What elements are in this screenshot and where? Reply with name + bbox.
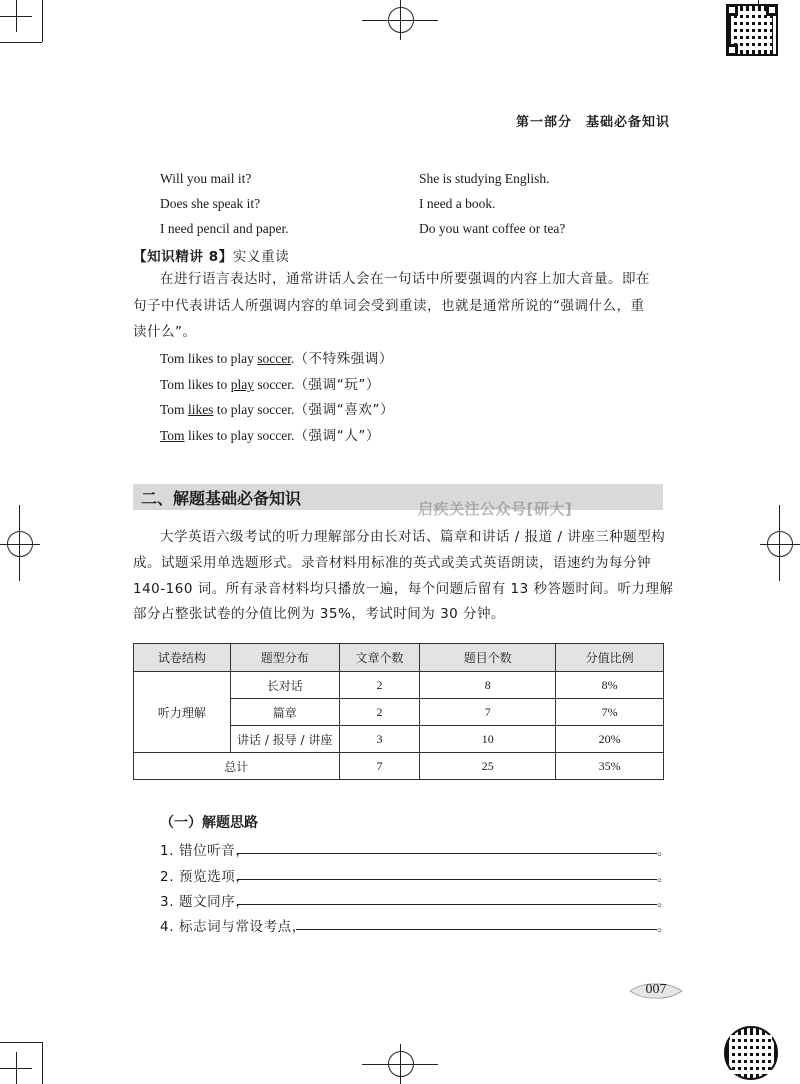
- table-cell: 7%: [556, 699, 664, 726]
- example-stressed-word: Tom: [160, 428, 185, 443]
- stress-example-4: [160, 424, 380, 444]
- exam-structure-table: [133, 643, 664, 780]
- idea-item-4: 4. 标志词与常设考点，: [160, 919, 306, 935]
- knowledge-paragraph-line-3: 读什么”。: [133, 324, 197, 340]
- page-header-title: 第一部分 基础必备知识: [516, 115, 671, 130]
- table-cell: 20%: [556, 726, 664, 753]
- table-cell: 长对话: [230, 672, 339, 699]
- example-pre: Tom likes to: [160, 377, 231, 392]
- qr-code-bottom: [724, 1026, 778, 1080]
- example-note: （强调“喜欢”）: [294, 402, 395, 418]
- answer-blank-4[interactable]: [296, 929, 657, 930]
- crop-mark-bottom-left-h: [0, 1042, 42, 1043]
- table-total-label: 总计: [134, 753, 340, 780]
- sentence-left-2: Does she speak it?: [160, 196, 261, 211]
- page-number-badge: [628, 981, 684, 1001]
- example-pre: Tom likes to play: [160, 351, 258, 366]
- example-post: likes to play soccer.: [184, 428, 295, 443]
- knowledge-heading: [133, 245, 289, 265]
- example-note: （强调“玩”）: [294, 377, 381, 393]
- registration-mark-right: [767, 531, 793, 557]
- crop-mark-top-left-v: [42, 0, 43, 42]
- idea-end-mark-2: 。: [657, 869, 672, 885]
- idea-item-2: 2. 预览选项，: [160, 869, 250, 885]
- answer-blank-3[interactable]: [237, 904, 657, 905]
- registration-mark-top: [388, 7, 414, 33]
- stress-example-1: [160, 347, 393, 367]
- crop-mark-top-left-h2: [0, 16, 32, 17]
- table-header-cell: 分值比例: [556, 644, 664, 672]
- table-group-cell: 听力理解: [134, 672, 231, 753]
- section-paragraph-line-2: 成。试题采用单选题形式。录音材料用标准的英式或美式英语朗读，语速约为每分钟: [133, 555, 651, 571]
- table-cell: 7: [420, 699, 556, 726]
- ideas-title: （一）解题思路: [160, 815, 258, 831]
- example-post: .: [291, 351, 295, 366]
- registration-mark-bottom: [388, 1051, 414, 1077]
- table-cell: 2: [339, 672, 420, 699]
- idea-end-mark-3: 。: [657, 894, 672, 910]
- idea-item-1: 1. 错位听音，: [160, 843, 250, 859]
- qr-code-top: [726, 4, 778, 56]
- example-post: to play soccer.: [213, 402, 295, 417]
- example-note: （强调“人”）: [294, 428, 381, 444]
- stress-example-3: [160, 398, 394, 418]
- knowledge-tag: 【知识精讲 8】: [133, 249, 233, 265]
- example-note: （不特殊强调）: [294, 351, 394, 367]
- example-post: soccer.: [253, 377, 295, 392]
- table-cell: 25: [420, 753, 556, 780]
- section-paragraph-line-4: 部分占整张试卷的分值比例为 35%，考试时间为 30 分钟。: [133, 606, 506, 622]
- watermark-text: 启疾关注公众号[研大]: [418, 500, 573, 518]
- table-total-row: [134, 753, 664, 780]
- example-stressed-word: play: [230, 377, 254, 392]
- answer-blank-1[interactable]: [237, 853, 657, 854]
- crop-mark-bottom-left-h2: [0, 1068, 32, 1069]
- table-cell: 8: [420, 672, 556, 699]
- table-cell: 10: [420, 726, 556, 753]
- example-stressed-word: likes: [187, 402, 214, 417]
- sentence-right-1: She is studying English.: [419, 171, 550, 186]
- table-header-cell: 文章个数: [339, 644, 420, 672]
- section-heading-bar: [133, 484, 663, 510]
- table-header-cell: 题目个数: [420, 644, 556, 672]
- idea-end-mark-1: 。: [657, 843, 672, 859]
- example-pre: Tom: [160, 402, 188, 417]
- sentence-right-2: I need a book.: [419, 196, 496, 211]
- section-paragraph-line-1: 大学英语六级考试的听力理解部分由长对话、篇章和讲话 / 报道 / 讲座三种题型构: [160, 529, 666, 545]
- stress-example-2: [160, 373, 380, 393]
- table-cell: 7: [339, 753, 420, 780]
- answer-blank-2[interactable]: [237, 879, 657, 880]
- page-number: 007: [645, 982, 667, 997]
- registration-mark-left: [7, 531, 33, 557]
- section-heading-title: 二、解题基础必备知识: [141, 489, 302, 508]
- table-header-row: [134, 644, 664, 672]
- table-cell: 篇章: [230, 699, 339, 726]
- crop-mark-top-left-h: [0, 42, 42, 43]
- table-row: [134, 672, 664, 699]
- table-cell: 2: [339, 699, 420, 726]
- table-cell: 8%: [556, 672, 664, 699]
- table-cell: 讲话 / 报导 / 讲座: [230, 726, 339, 753]
- example-stressed-word: soccer: [257, 351, 292, 366]
- table-header-cell: 试卷结构: [134, 644, 231, 672]
- table-cell: 3: [339, 726, 420, 753]
- sentence-right-3: Do you want coffee or tea?: [419, 221, 566, 236]
- table-cell: 35%: [556, 753, 664, 780]
- sentence-left-1: Will you mail it?: [160, 171, 252, 186]
- sentence-left-3: I need pencil and paper.: [160, 221, 289, 236]
- idea-item-3: 3. 题文同序，: [160, 894, 250, 910]
- crop-mark-bottom-left-v: [42, 1042, 43, 1084]
- knowledge-title: 实义重读: [232, 249, 290, 265]
- section-paragraph-line-3: 140-160 词。所有录音材料均只播放一遍，每个问题后留有 13 秒答题时间。听力理解: [133, 581, 674, 597]
- knowledge-paragraph-line-1: 在进行语言表达时，通常讲话人会在一句话中所要强调的内容上加大音量。即在: [160, 271, 650, 287]
- table-header-cell: 题型分布: [230, 644, 339, 672]
- idea-end-mark-4: 。: [657, 919, 672, 935]
- knowledge-paragraph-line-2: 句子中代表讲话人所强调内容的单词会受到重读，也就是通常所说的“强调什么，重: [133, 298, 645, 314]
